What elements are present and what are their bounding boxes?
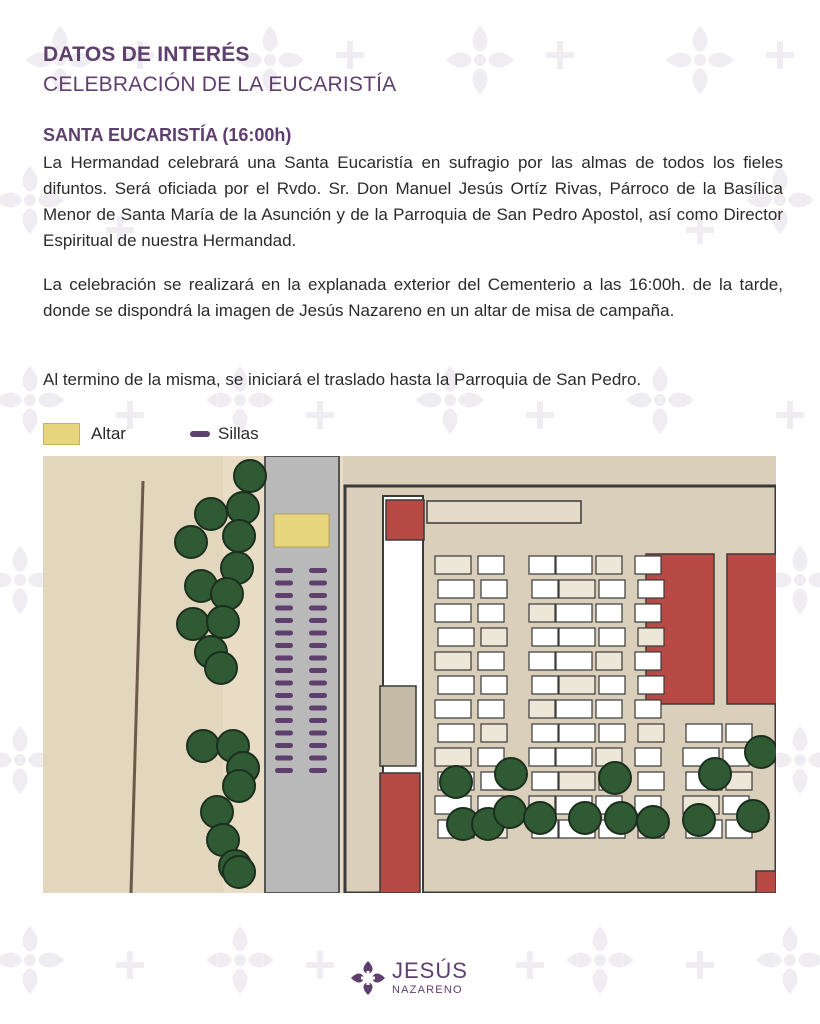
tree [175, 526, 207, 558]
tree [745, 736, 776, 768]
tomb [529, 604, 555, 622]
tomb [599, 628, 625, 646]
tomb [596, 652, 622, 670]
chair [309, 743, 327, 748]
chair [275, 618, 293, 623]
chair [309, 668, 327, 673]
tomb [529, 652, 555, 670]
tomb [638, 628, 664, 646]
tomb [438, 580, 474, 598]
tree [187, 730, 219, 762]
red-building [380, 773, 420, 893]
tomb [638, 676, 664, 694]
tomb [435, 748, 471, 766]
paragraph-procession: Al termino de la misma, se iniciará el traslado hasta la Parroquia de San Pedro. [43, 370, 642, 389]
paragraph-officiant: La Hermandad celebrará una Santa Eucaristía en sufragio por las almas de todos los fieles difuntos. Será oficiada por el Rvdo. Sr. Don Manuel Jesús Ortíz Rivas, Párroco de la Basílica Menor de Santa María de la Asunción y de la Parroquia de San Pedro Apostol, así como Director Espiritual de nuestra Hermandad. [43, 153, 783, 250]
logo-subtitle: NAZARENO [392, 984, 463, 996]
cemetery-map [43, 456, 776, 893]
tomb [478, 700, 504, 718]
tomb [556, 604, 592, 622]
tomb [478, 556, 504, 574]
tree [227, 492, 259, 524]
altar-marker [274, 514, 329, 547]
tomb [596, 700, 622, 718]
tomb [532, 772, 558, 790]
tree [223, 520, 255, 552]
chair [309, 593, 327, 598]
chair [275, 668, 293, 673]
gatehouse [380, 686, 416, 766]
tomb [638, 724, 664, 742]
tree [440, 766, 472, 798]
tomb [532, 724, 558, 742]
chair [275, 568, 293, 573]
tomb [556, 748, 592, 766]
tomb [635, 652, 661, 670]
chair [309, 718, 327, 723]
chair [309, 731, 327, 736]
chair [275, 706, 293, 711]
chairs-legend-label: Sillas [218, 424, 259, 443]
red-building [386, 500, 424, 540]
tree [207, 606, 239, 638]
tomb [559, 772, 595, 790]
red-building [756, 871, 776, 893]
tomb [559, 676, 595, 694]
tomb [556, 652, 592, 670]
tomb [529, 700, 555, 718]
altar-legend-label: Altar [91, 424, 126, 443]
tomb [599, 676, 625, 694]
tree [699, 758, 731, 790]
tomb [481, 628, 507, 646]
chair [275, 768, 293, 773]
tomb [529, 748, 555, 766]
chair [309, 706, 327, 711]
chair [309, 681, 327, 686]
tomb [596, 556, 622, 574]
tomb [635, 700, 661, 718]
chair [275, 743, 293, 748]
tree [211, 578, 243, 610]
chair [275, 656, 293, 661]
chair [275, 631, 293, 636]
paragraph-location: La celebración se realizará en la explanada exterior del Cementerio a las 16:00h. de la tarde, donde se dispondrá la imagen de Jesús Nazareno en un altar de misa de campaña. [43, 275, 783, 320]
tomb [596, 604, 622, 622]
tomb [599, 580, 625, 598]
tomb [726, 724, 752, 742]
chair [275, 593, 293, 598]
cross-emblem-icon [350, 960, 386, 996]
chair [275, 581, 293, 586]
tomb [481, 724, 507, 742]
chair [275, 606, 293, 611]
section-title: SANTA EUCARISTÍA (16:00h) [43, 125, 292, 145]
chair [309, 631, 327, 636]
chair [275, 731, 293, 736]
chair [309, 756, 327, 761]
chair [275, 756, 293, 761]
tree [234, 460, 266, 492]
tree [524, 802, 556, 834]
tomb [638, 580, 664, 598]
chair [309, 656, 327, 661]
tomb [478, 652, 504, 670]
tomb [529, 556, 555, 574]
logo-wordmark: JESÚS [392, 958, 468, 983]
tree [494, 796, 526, 828]
tomb [635, 748, 661, 766]
tomb [635, 556, 661, 574]
chair [275, 693, 293, 698]
chair [309, 768, 327, 773]
tree [177, 608, 209, 640]
tree [205, 652, 237, 684]
tomb [481, 580, 507, 598]
tomb [532, 676, 558, 694]
tomb [438, 676, 474, 694]
tomb [556, 700, 592, 718]
tomb [532, 628, 558, 646]
chair [309, 643, 327, 648]
tomb [686, 724, 722, 742]
tree [599, 762, 631, 794]
tree [637, 806, 669, 838]
chair [275, 643, 293, 648]
tree [495, 758, 527, 790]
chair [309, 618, 327, 623]
chair [309, 581, 327, 586]
tomb [635, 604, 661, 622]
tomb [435, 700, 471, 718]
chair [275, 718, 293, 723]
chair [275, 681, 293, 686]
altar-swatch [43, 423, 80, 445]
chairs-swatch [190, 431, 210, 437]
tree [223, 770, 255, 802]
tomb [438, 628, 474, 646]
tomb [478, 604, 504, 622]
tomb [559, 724, 595, 742]
chair [309, 568, 327, 573]
tree [195, 498, 227, 530]
tomb [532, 580, 558, 598]
tomb [435, 604, 471, 622]
tree [737, 800, 769, 832]
chair [309, 606, 327, 611]
tomb [556, 556, 592, 574]
tomb [599, 724, 625, 742]
tomb [435, 556, 471, 574]
brand-logo [350, 958, 480, 998]
tree [201, 796, 233, 828]
page-subtitle: CELEBRACIÓN DE LA EUCARISTÍA [43, 73, 397, 96]
tomb [435, 652, 471, 670]
tomb [438, 724, 474, 742]
tree [223, 856, 255, 888]
red-building [727, 554, 776, 704]
tomb [559, 628, 595, 646]
tree [569, 802, 601, 834]
tomb [559, 580, 595, 598]
tree [605, 802, 637, 834]
tomb [638, 772, 664, 790]
chair [309, 693, 327, 698]
tomb [481, 676, 507, 694]
niche-block [427, 501, 581, 523]
tree [683, 804, 715, 836]
page-title: DATOS DE INTERÉS [43, 43, 250, 66]
